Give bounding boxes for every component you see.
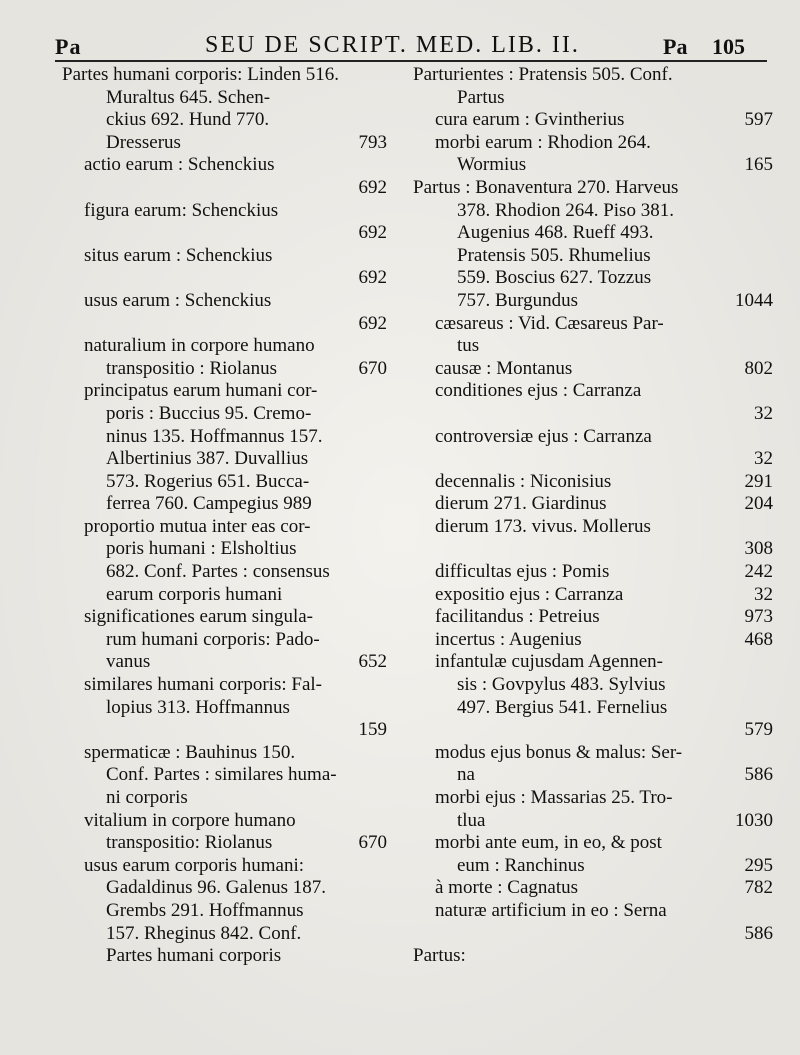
index-entry-line	[413, 109, 773, 132]
index-entry-line	[413, 471, 773, 494]
header-right-guide-word: Pa	[663, 34, 688, 59]
entry-text: à morte : Cagnatus	[435, 877, 578, 899]
entry-page-ref: 165	[744, 154, 773, 176]
entry-page-ref: 204	[744, 493, 773, 515]
entry-text: dierum 173. vivus. Mollerus	[435, 515, 651, 537]
entry-page-ref: 468	[744, 628, 773, 650]
entry-text: na	[457, 764, 475, 786]
entry-page-ref: 586	[744, 922, 773, 944]
entry-text: poris humani : Elsholtius	[106, 538, 297, 560]
index-entry-line	[413, 584, 773, 607]
index-entry-line	[413, 267, 773, 290]
index-entry-line	[62, 787, 387, 810]
entry-text: difficultas ejus : Pomis	[435, 561, 610, 583]
entry-text: Partus:	[413, 945, 466, 967]
index-entry-line	[413, 335, 773, 358]
entry-page-ref: 32	[754, 583, 773, 605]
entry-text: 757. Burgundus	[457, 289, 579, 311]
index-entry-line	[62, 719, 387, 742]
entry-text: ckius 692. Hund 770.	[106, 109, 270, 131]
index-entry-line	[413, 810, 773, 833]
entry-text: causæ : Montanus	[435, 357, 573, 379]
entry-text: infantulæ cujusdam Agennen-	[435, 651, 663, 673]
index-entry-line	[413, 719, 773, 742]
entry-text: cura earum : Gvintherius	[435, 109, 625, 131]
entry-page-ref: 782	[744, 877, 773, 899]
index-entry-line	[413, 290, 773, 313]
index-entry-line	[413, 945, 773, 968]
entry-text: Augenius 468. Rueff 493.	[457, 222, 654, 244]
entry-page-ref: 973	[744, 606, 773, 628]
index-entry-line	[62, 764, 387, 787]
entry-text: Partes humani corporis	[106, 945, 282, 967]
index-entry-line	[413, 606, 773, 629]
index-entry-line	[62, 651, 387, 674]
entry-page-ref: 586	[744, 764, 773, 786]
entry-text: ninus 135. Hoffmannus 157.	[106, 425, 323, 447]
index-entry-line	[413, 222, 773, 245]
index-entry-line	[62, 493, 387, 516]
entry-text: Conf. Partes : similares huma-	[106, 764, 337, 786]
index-entry-line	[413, 87, 773, 110]
index-entry-line	[413, 177, 773, 200]
index-entry-line	[62, 697, 387, 720]
entry-page-ref: 242	[744, 561, 773, 583]
running-title: SEU DE SCRIPT. MED. LIB. II.	[205, 32, 580, 58]
entry-page-ref: 692	[358, 176, 387, 198]
entry-text: expositio ejus : Carranza	[435, 583, 624, 605]
running-header	[55, 30, 765, 62]
entry-text: morbi ejus : Massarias 25. Tro-	[435, 787, 673, 808]
entry-text: Pratensis 505. Rhumelius	[457, 244, 651, 266]
entry-text: decennalis : Niconisius	[435, 470, 612, 492]
right-index-column	[413, 64, 773, 968]
index-entry-line	[413, 200, 773, 223]
entry-text: transpositio: Riolanus	[106, 832, 273, 854]
index-entry-line	[62, 200, 387, 223]
index-entry-line	[413, 493, 773, 516]
entry-text: poris : Buccius 95. Cremo-	[106, 402, 312, 424]
index-entry-line	[62, 426, 387, 449]
index-entry-line	[62, 606, 387, 629]
index-entry-line	[413, 448, 773, 471]
index-entry-line	[413, 832, 773, 855]
index-entry-line	[62, 832, 387, 855]
index-entry-line	[413, 697, 773, 720]
entry-text: principatus earum humani cor-	[84, 380, 318, 402]
index-entry-line	[62, 629, 387, 652]
index-entry-line	[62, 877, 387, 900]
index-entry-line	[413, 764, 773, 787]
header-rule	[55, 60, 767, 62]
entry-text: situs earum : Schenckius	[84, 244, 273, 266]
index-entry-line	[62, 109, 387, 132]
entry-text: Albertinius 387. Duvallius	[106, 448, 309, 470]
index-entry-line	[62, 335, 387, 358]
index-entry-line	[413, 629, 773, 652]
index-entry-line	[62, 154, 387, 177]
entry-text: controversiæ ejus : Carranza	[435, 425, 652, 447]
entry-page-ref: 670	[358, 357, 387, 379]
entry-text: ni corporis	[106, 787, 188, 808]
index-entry-line	[62, 674, 387, 697]
index-entry-line	[413, 855, 773, 878]
index-entry-line	[413, 426, 773, 449]
index-entry-line	[62, 290, 387, 313]
entry-text: spermaticæ : Bauhinus 150.	[84, 741, 296, 763]
entry-text: sis : Govpylus 483. Sylvius	[457, 674, 666, 696]
entry-text: Muraltus 645. Schen-	[106, 86, 271, 108]
index-entry-line	[62, 810, 387, 833]
index-entry-line	[62, 448, 387, 471]
entry-text: 157. Rheginus 842. Conf.	[106, 922, 302, 944]
entry-page-ref: 308	[744, 538, 773, 560]
entry-text: usus earum : Schenckius	[84, 289, 272, 311]
index-entry-line	[62, 177, 387, 200]
index-entry-line	[62, 222, 387, 245]
entry-text: ferrea 760. Campegius 989	[106, 493, 312, 515]
entry-text: 559. Boscius 627. Tozzus	[457, 267, 652, 289]
index-entry-line	[413, 516, 773, 539]
entry-text: naturæ artificium in eo : Serna	[435, 899, 667, 921]
index-entry-line	[413, 742, 773, 765]
entry-page-ref: 32	[754, 402, 773, 424]
index-entry-line	[413, 877, 773, 900]
entry-page-ref: 295	[744, 854, 773, 876]
index-entry-line	[413, 132, 773, 155]
entry-text: earum corporis humani	[106, 583, 283, 605]
index-entry-line	[62, 267, 387, 290]
index-entry-line	[413, 787, 773, 810]
entry-text: 682. Conf. Partes : consensus	[106, 561, 330, 583]
index-entry-line	[62, 471, 387, 494]
header-left-guide-word: Pa	[55, 34, 82, 59]
entry-page-ref: 159	[358, 719, 387, 741]
entry-text: naturalium in corpore humano	[84, 335, 315, 357]
entry-text: significationes earum singula-	[84, 606, 313, 628]
index-entry-line	[413, 923, 773, 946]
index-entry-line	[413, 403, 773, 426]
entry-text: morbi earum : Rhodion 264.	[435, 131, 651, 153]
left-index-column	[62, 64, 387, 968]
entry-page-ref: 670	[358, 832, 387, 854]
entry-text: 573. Rogerius 651. Bucca-	[106, 470, 310, 492]
entry-text: actio earum : Schenckius	[84, 154, 275, 176]
index-entry-line	[62, 923, 387, 946]
entry-text: Grembs 291. Hoffmannus	[106, 899, 304, 921]
entry-text: Gadaldinus 96. Galenus 187.	[106, 877, 327, 899]
index-entry-line	[62, 561, 387, 584]
index-entry-line	[62, 245, 387, 268]
entry-text: eum : Ranchinus	[457, 854, 585, 876]
entry-text: conditiones ejus : Carranza	[435, 380, 642, 402]
index-entry-line	[413, 538, 773, 561]
entry-text: dierum 271. Giardinus	[435, 493, 607, 515]
index-entry-line	[62, 584, 387, 607]
index-entry-line	[62, 855, 387, 878]
entry-text: incertus : Augenius	[435, 628, 582, 650]
entry-page-ref: 652	[358, 651, 387, 673]
entry-text: 497. Bergius 541. Fernelius	[457, 696, 668, 718]
entry-page-ref: 793	[358, 131, 387, 153]
index-entry-line	[62, 516, 387, 539]
entry-page-ref: 1030	[735, 809, 773, 831]
index-entry-line	[413, 358, 773, 381]
index-entry-line	[413, 651, 773, 674]
index-entry-line	[62, 358, 387, 381]
entry-text: cæsareus : Vid. Cæsareus Par-	[435, 312, 664, 334]
entry-text: figura earum: Schenckius	[84, 199, 279, 221]
index-entry-line	[62, 403, 387, 426]
entry-page-ref: 1044	[735, 289, 773, 311]
entry-text: proportio mutua inter eas cor-	[84, 515, 311, 537]
entry-text: modus ejus bonus & malus: Ser-	[435, 741, 683, 763]
index-entry-line	[413, 674, 773, 697]
index-entry-line	[62, 538, 387, 561]
index-entry-line	[62, 64, 387, 87]
entry-text: vitalium in corpore humano	[84, 809, 296, 831]
entry-page-ref: 291	[744, 470, 773, 492]
entry-text: facilitandus : Petreius	[435, 606, 600, 628]
page-number: 105	[712, 34, 745, 59]
index-entry-line	[62, 313, 387, 336]
entry-text: transpositio : Riolanus	[106, 357, 277, 379]
entry-text: vanus	[106, 651, 151, 673]
index-entry-line	[62, 380, 387, 403]
index-entry-line	[62, 132, 387, 155]
entry-text: Partus	[457, 86, 505, 108]
entry-page-ref: 692	[358, 267, 387, 289]
entry-text: tlua	[457, 809, 486, 831]
entry-page-ref: 597	[744, 109, 773, 131]
index-entry-line	[62, 742, 387, 765]
index-entry-line	[413, 245, 773, 268]
index-entry-line	[413, 900, 773, 923]
entry-text: Partes humani corporis: Linden 516.	[62, 64, 340, 85]
entry-text: Dresserus	[106, 131, 181, 153]
index-entry-line	[62, 900, 387, 923]
index-entry-line	[413, 313, 773, 336]
entry-text: Parturientes : Pratensis 505. Conf.	[413, 64, 673, 85]
entry-page-ref: 579	[744, 719, 773, 741]
index-entry-line	[413, 561, 773, 584]
index-entry-line	[413, 64, 773, 87]
entry-text: rum humani corporis: Pado-	[106, 628, 320, 650]
index-entry-line	[413, 380, 773, 403]
entry-text: lopius 313. Hoffmannus	[106, 696, 290, 718]
entry-page-ref: 692	[358, 312, 387, 334]
entry-text: usus earum corporis humani:	[84, 854, 305, 876]
index-entry-line	[62, 945, 387, 968]
entry-page-ref: 692	[358, 222, 387, 244]
entry-text: Wormius	[457, 154, 527, 176]
entry-page-ref: 32	[754, 448, 773, 470]
entry-text: similares humani corporis: Fal-	[84, 674, 322, 696]
entry-page-ref: 802	[744, 357, 773, 379]
entry-text: tus	[457, 335, 480, 357]
entry-text: morbi ante eum, in eo, & post	[435, 832, 662, 854]
entry-text: Partus : Bonaventura 270. Harveus	[413, 176, 679, 198]
entry-text: 378. Rhodion 264. Piso 381.	[457, 199, 674, 221]
index-entry-line	[62, 87, 387, 110]
index-entry-line	[413, 154, 773, 177]
